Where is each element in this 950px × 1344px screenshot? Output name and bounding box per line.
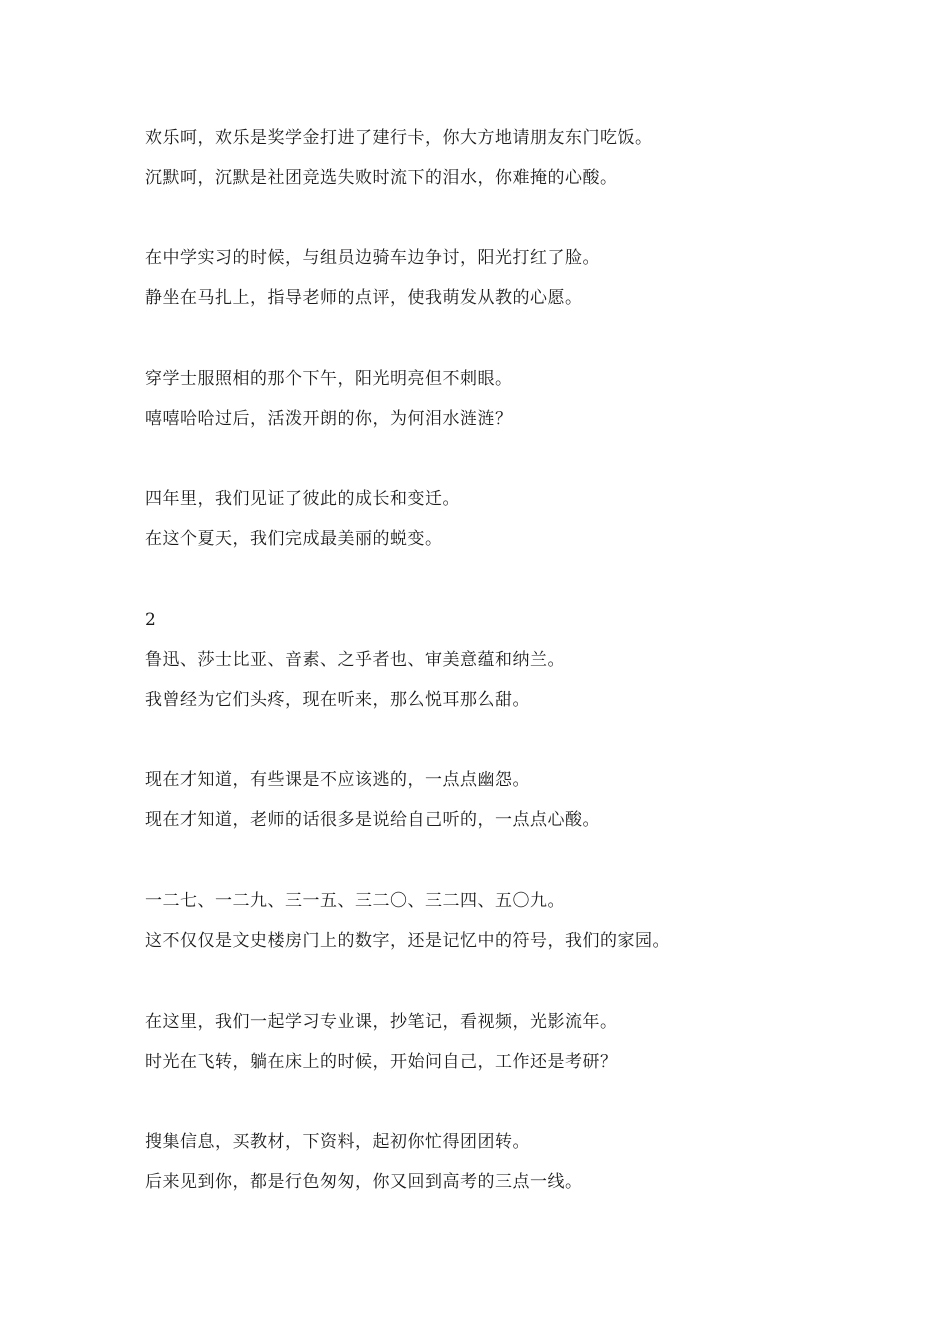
text-line: 穿学士服照相的那个下午，阳光明亮但不刺眼。 <box>145 369 513 389</box>
text-line: 四年里，我们见证了彼此的成长和变迁。 <box>145 489 460 509</box>
text-line: 后来见到你，都是行色匆匆，你又回到高考的三点一线。 <box>145 1172 583 1192</box>
text-line: 鲁迅、莎士比亚、音素、之乎者也、审美意蕴和纳兰。 <box>145 650 565 670</box>
text-line: 在中学实习的时候，与组员边骑车边争讨，阳光打红了脸。 <box>145 248 600 268</box>
text-line: 一二七、一二九、三一五、三二〇、三二四、五〇九。 <box>145 891 565 911</box>
text-line: 搜集信息，买教材，下资料，起初你忙得团团转。 <box>145 1132 530 1152</box>
text-line: 时光在飞转，躺在床上的时候，开始问自己，工作还是考研？ <box>145 1052 618 1072</box>
text-line: 这不仅仅是文史楼房门上的数字，还是记忆中的符号，我们的家园。 <box>145 931 670 951</box>
text-line: 沉默呵，沉默是社团竞选失败时流下的泪水，你难掩的心酸。 <box>145 168 618 188</box>
text-line: 静坐在马扎上，指导老师的点评，使我萌发从教的心愿。 <box>145 288 583 308</box>
text-line: 嘻嘻哈哈过后，活泼开朗的你，为何泪水涟涟？ <box>145 409 513 429</box>
text-line: 现在才知道，老师的话很多是说给自己听的，一点点心酸。 <box>145 810 600 830</box>
text-line: 在这个夏天，我们完成最美丽的蜕变。 <box>145 529 443 549</box>
text-line: 欢乐呵，欢乐是奖学金打进了建行卡，你大方地请朋友东门吃饭。 <box>145 128 653 148</box>
section-number: 2 <box>145 610 157 630</box>
text-line: 在这里，我们一起学习专业课，抄笔记，看视频，光影流年。 <box>145 1012 618 1032</box>
text-line: 我曾经为它们头疼，现在听来，那么悦耳那么甜。 <box>145 690 530 710</box>
text-line: 现在才知道，有些课是不应该逃的，一点点幽怨。 <box>145 770 530 790</box>
